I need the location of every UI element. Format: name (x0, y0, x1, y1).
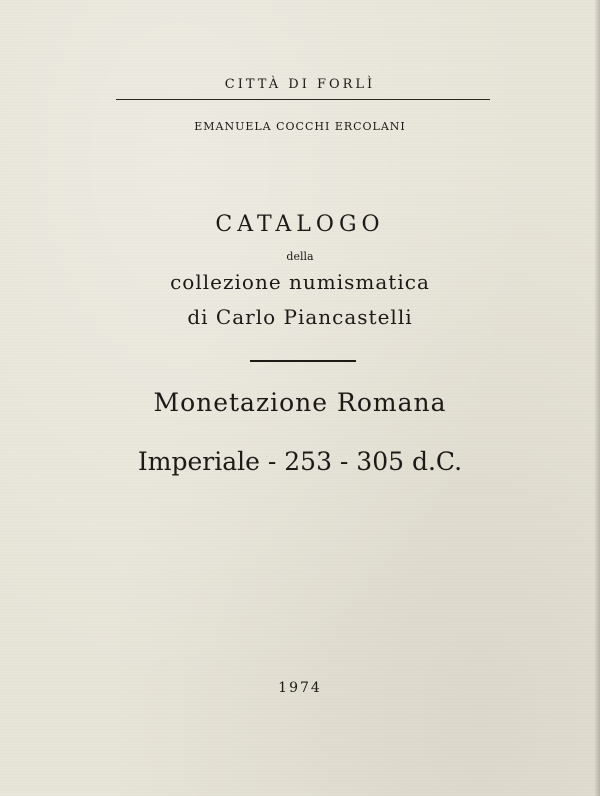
subtitle-monetazione: Monetazione Romana (153, 388, 447, 417)
subtitle-period: Imperiale - 253 - 305 d.C. (137, 447, 463, 476)
title-della: della (286, 250, 314, 263)
publisher-city: CITTÀ DI FORLÌ (224, 77, 376, 92)
title-catalogo: CATALOGO (215, 212, 385, 237)
title-collection: collezione numismatica (170, 270, 430, 294)
author-name: EMANUELA COCCHI ERCOLANI (194, 120, 406, 133)
middle-divider (250, 360, 356, 362)
publication-year: 1974 (278, 680, 322, 696)
title-collector: di Carlo Piancastelli (187, 305, 413, 329)
top-divider (116, 99, 490, 100)
